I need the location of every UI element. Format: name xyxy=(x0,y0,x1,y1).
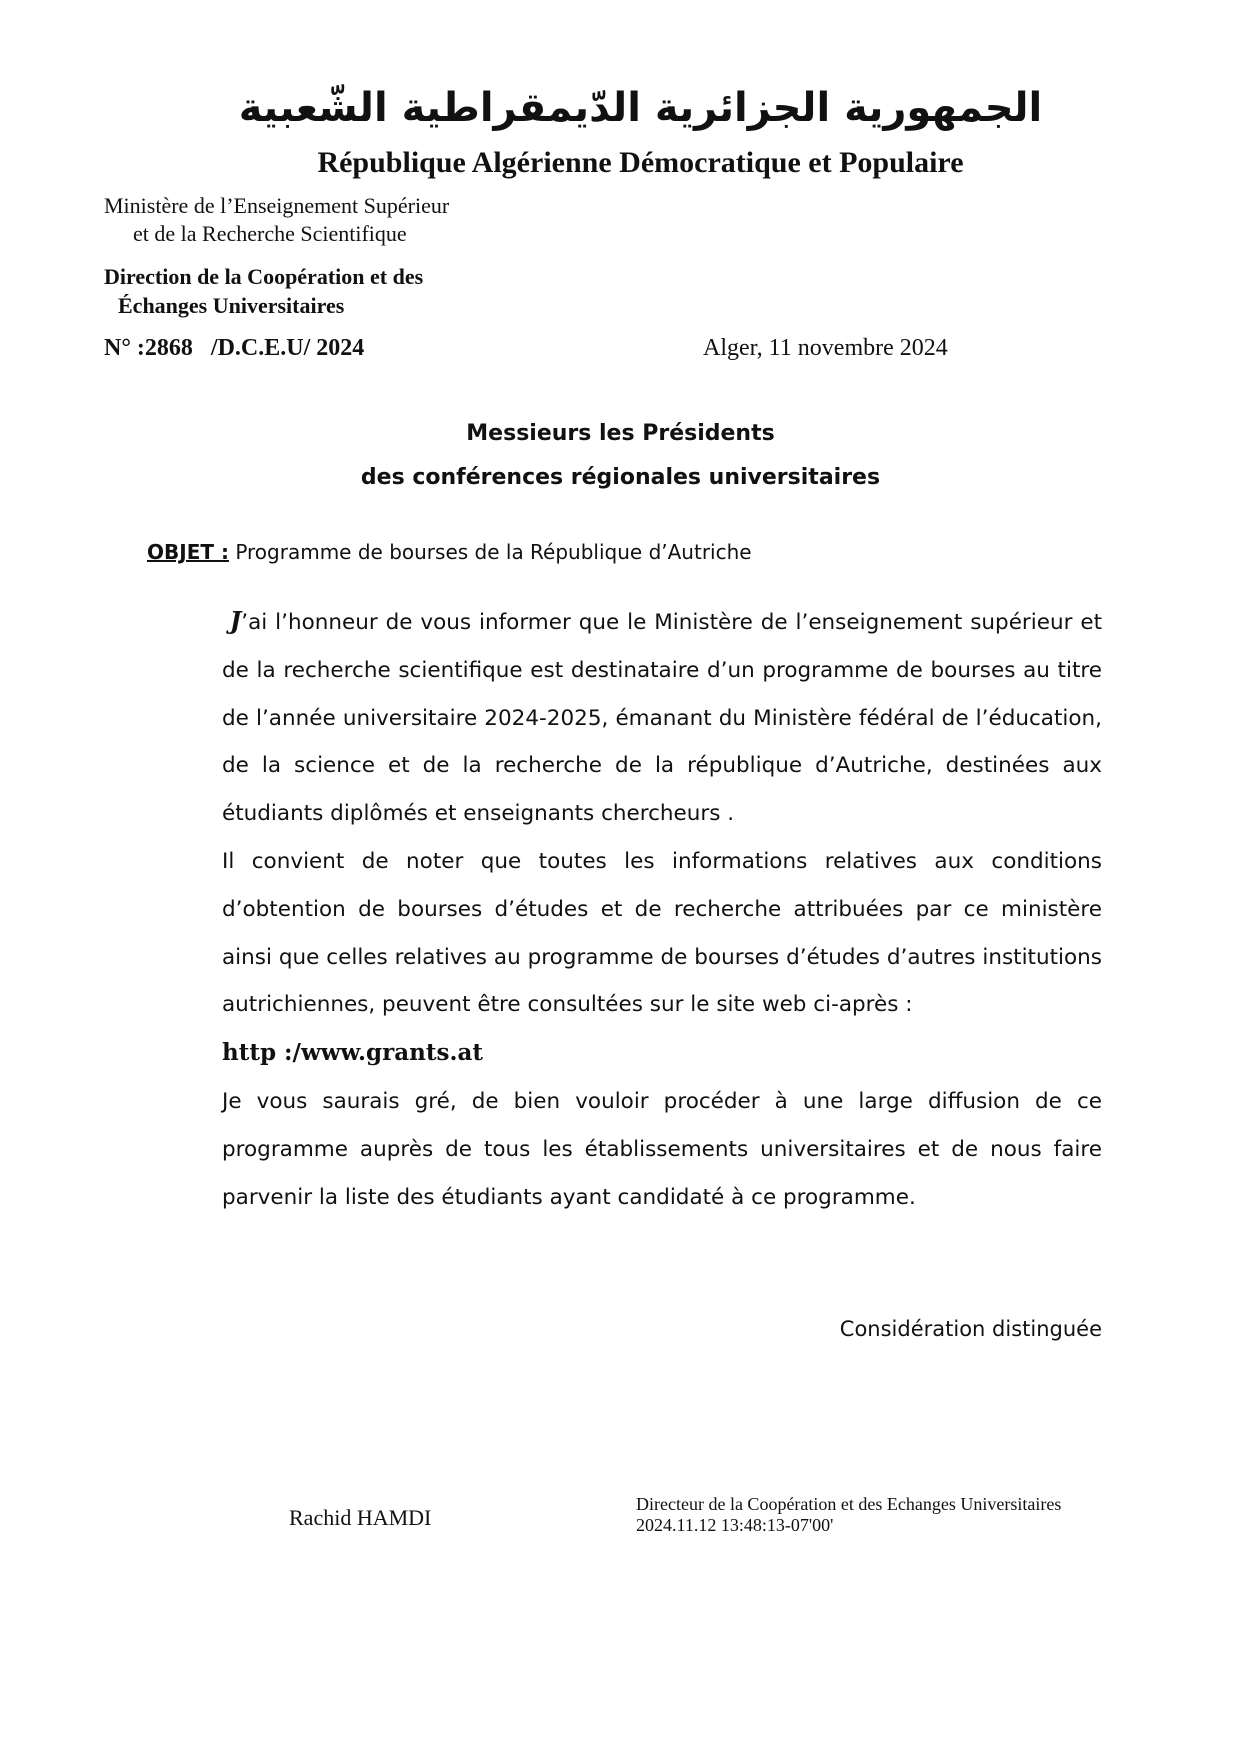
closing-formula: Considération distinguée xyxy=(839,1317,1102,1341)
website-link[interactable]: http :/www.grants.at xyxy=(222,1039,483,1067)
object-line xyxy=(147,537,752,567)
direction-block xyxy=(104,262,423,320)
signature-title: Directeur de la Coopération et des Echanges Universitaires xyxy=(636,1494,1062,1514)
letter-body xyxy=(222,597,1102,1221)
addressee-line-1: Messieurs les Présidents xyxy=(466,421,775,446)
ministry-block xyxy=(104,192,449,248)
object-label: OBJET : xyxy=(147,540,229,564)
body-paragraph-1 xyxy=(222,597,1102,838)
ministry-line-2: et de la Recherche Scientifique xyxy=(133,221,407,246)
signer-name: Rachid HAMDI xyxy=(289,1505,432,1530)
direction-line-2: Échanges Universitaires xyxy=(118,293,345,318)
direction-line-1: Direction de la Coopération et des xyxy=(104,264,424,289)
french-republic-title: République Algérienne Démocratique et Populaire xyxy=(317,146,964,179)
date-line: Alger, 11 novembre 2024 xyxy=(703,335,948,361)
signature-timestamp: 2024.11.12 13:48:13-07'00' xyxy=(636,1515,834,1535)
body-paragraph-3: Je vous saurais gré, de bien vouloir procéder à une large diffusion de ce programme auprès de tous les établissements universitaires et de nous faire parvenir la liste des étudiants ayant candidaté à ce programme. xyxy=(222,1088,1102,1210)
body-paragraph-2: Il convient de noter que toutes les informations relatives aux conditions d’obtention de bourses d’études et de recherche attribuées par ce ministère ainsi que celles relatives au programme de bourses d’études d’autres institutions autrichiennes, peuvent être consultées sur le site web ci-après : xyxy=(222,848,1102,1018)
reference-code: /D.C.E.U/ xyxy=(210,335,311,361)
reference-number-value: 2868 xyxy=(144,335,193,361)
digital-signature-block xyxy=(636,1494,1061,1536)
arabic-republic-title: الجمهورية الجزائرية الدّيمقراطية الشّعبية xyxy=(238,85,1043,131)
body-dropcap: J xyxy=(229,606,242,635)
reference-prefix: N° : xyxy=(104,335,145,361)
addressee-line-2: des conférences régionales universitaires xyxy=(360,465,881,490)
body-url-line xyxy=(222,1029,1102,1078)
reference-number xyxy=(104,333,364,363)
object-text: Programme de bourses de la République d’Autriche xyxy=(235,540,752,564)
ministry-line-1: Ministère de l’Enseignement Supérieur xyxy=(104,193,450,218)
reference-year: 2024 xyxy=(316,335,365,361)
addressee-block xyxy=(0,412,1241,500)
body-paragraph-1-text: ’ai l’honneur de vous informer que le Ministère de l’enseignement supérieur et de la recherche scientifique est destinataire d’un programme de bourses au titre de l’année universitaire 2024-2025, émanant du Ministère fédéral de l’éducation, de la science et de la recherche de la république d’Autriche, destinées aux étudiants diplômés et enseignants chercheurs . xyxy=(222,610,1102,827)
